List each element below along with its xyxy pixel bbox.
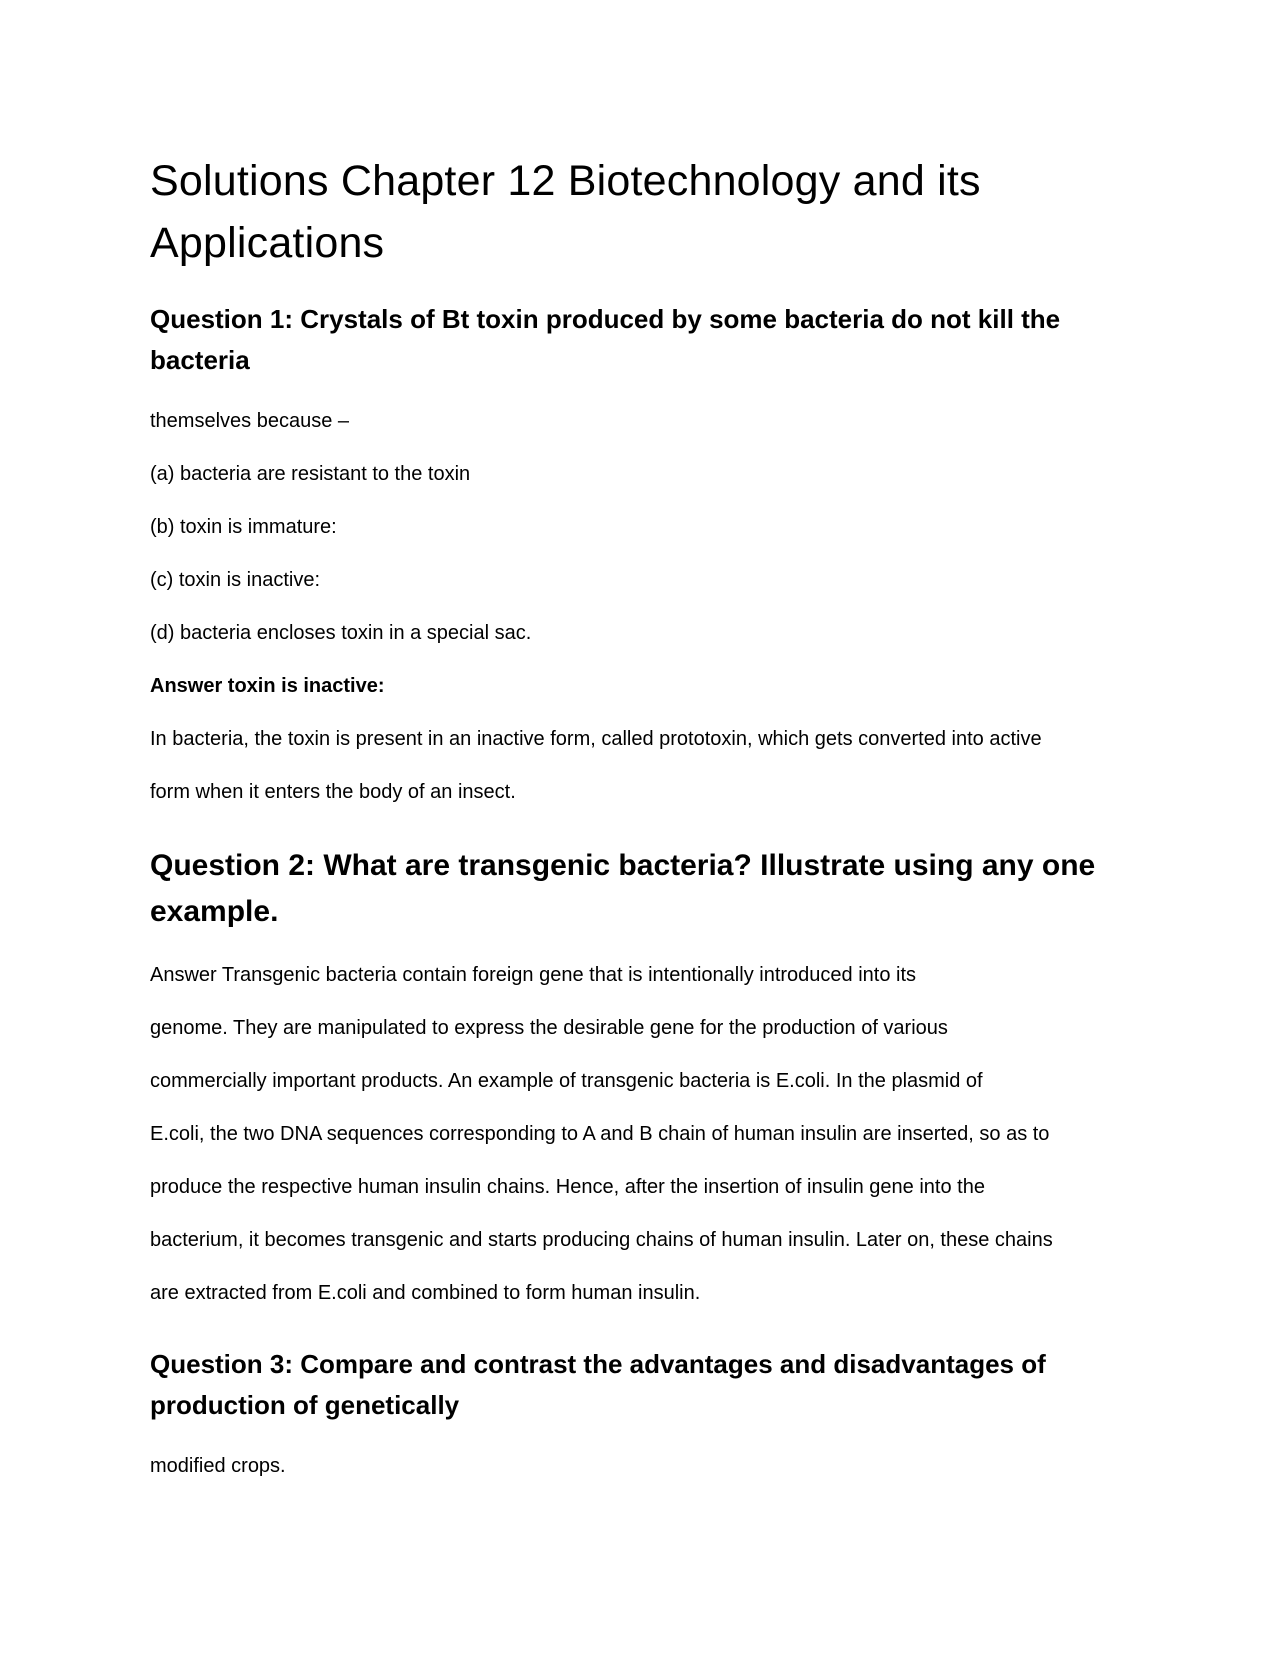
- question-1-explanation-line: In bacteria, the toxin is present in an inactive form, called prototoxin, which gets converted into active: [150, 728, 1042, 750]
- question-1-option-c: (c) toxin is inactive:: [150, 569, 321, 591]
- question-3-stem: modified crops.: [150, 1455, 286, 1477]
- question-1-explanation-line: form when it enters the body of an insect.: [150, 781, 516, 803]
- page-title: Solutions Chapter 12 Biotechnology and its Applications: [150, 157, 981, 267]
- question-2-heading: Question 2: What are transgenic bacteria? Illustrate using any one example.: [150, 849, 1096, 928]
- question-1-heading: Question 1: Crystals of Bt toxin produced by some bacteria do not kill the bacteria: [150, 304, 1061, 375]
- question-3-heading: Question 3: Compare and contrast the advantages and disadvantages of production of genetically: [150, 1349, 1046, 1420]
- question-2-answer-line: Answer Transgenic bacteria contain foreign gene that is intentionally introduced into its: [150, 964, 917, 986]
- question-2-answer-line: are extracted from E.coli and combined to form human insulin.: [150, 1282, 701, 1304]
- question-1-answer: Answer toxin is inactive:: [150, 675, 385, 697]
- question-2-answer-line: bacterium, it becomes transgenic and starts producing chains of human insulin. Later on, these chains: [150, 1229, 1053, 1251]
- question-1-option-b: (b) toxin is immature:: [150, 516, 337, 538]
- question-1-stem: themselves because –: [150, 410, 350, 432]
- question-1-option-d: (d) bacteria encloses toxin in a special sac.: [150, 622, 532, 644]
- question-2-answer-line: produce the respective human insulin chains. Hence, after the insertion of insulin gene into the: [150, 1176, 985, 1198]
- question-1-option-a: (a) bacteria are resistant to the toxin: [150, 463, 471, 485]
- question-2-answer-line: genome. They are manipulated to express the desirable gene for the production of various: [150, 1017, 948, 1039]
- question-2-answer-line: commercially important products. An example of transgenic bacteria is E.coli. In the plasmid of: [150, 1070, 983, 1092]
- question-2-answer-line: E.coli, the two DNA sequences corresponding to A and B chain of human insulin are inserted, so as to: [150, 1123, 1050, 1145]
